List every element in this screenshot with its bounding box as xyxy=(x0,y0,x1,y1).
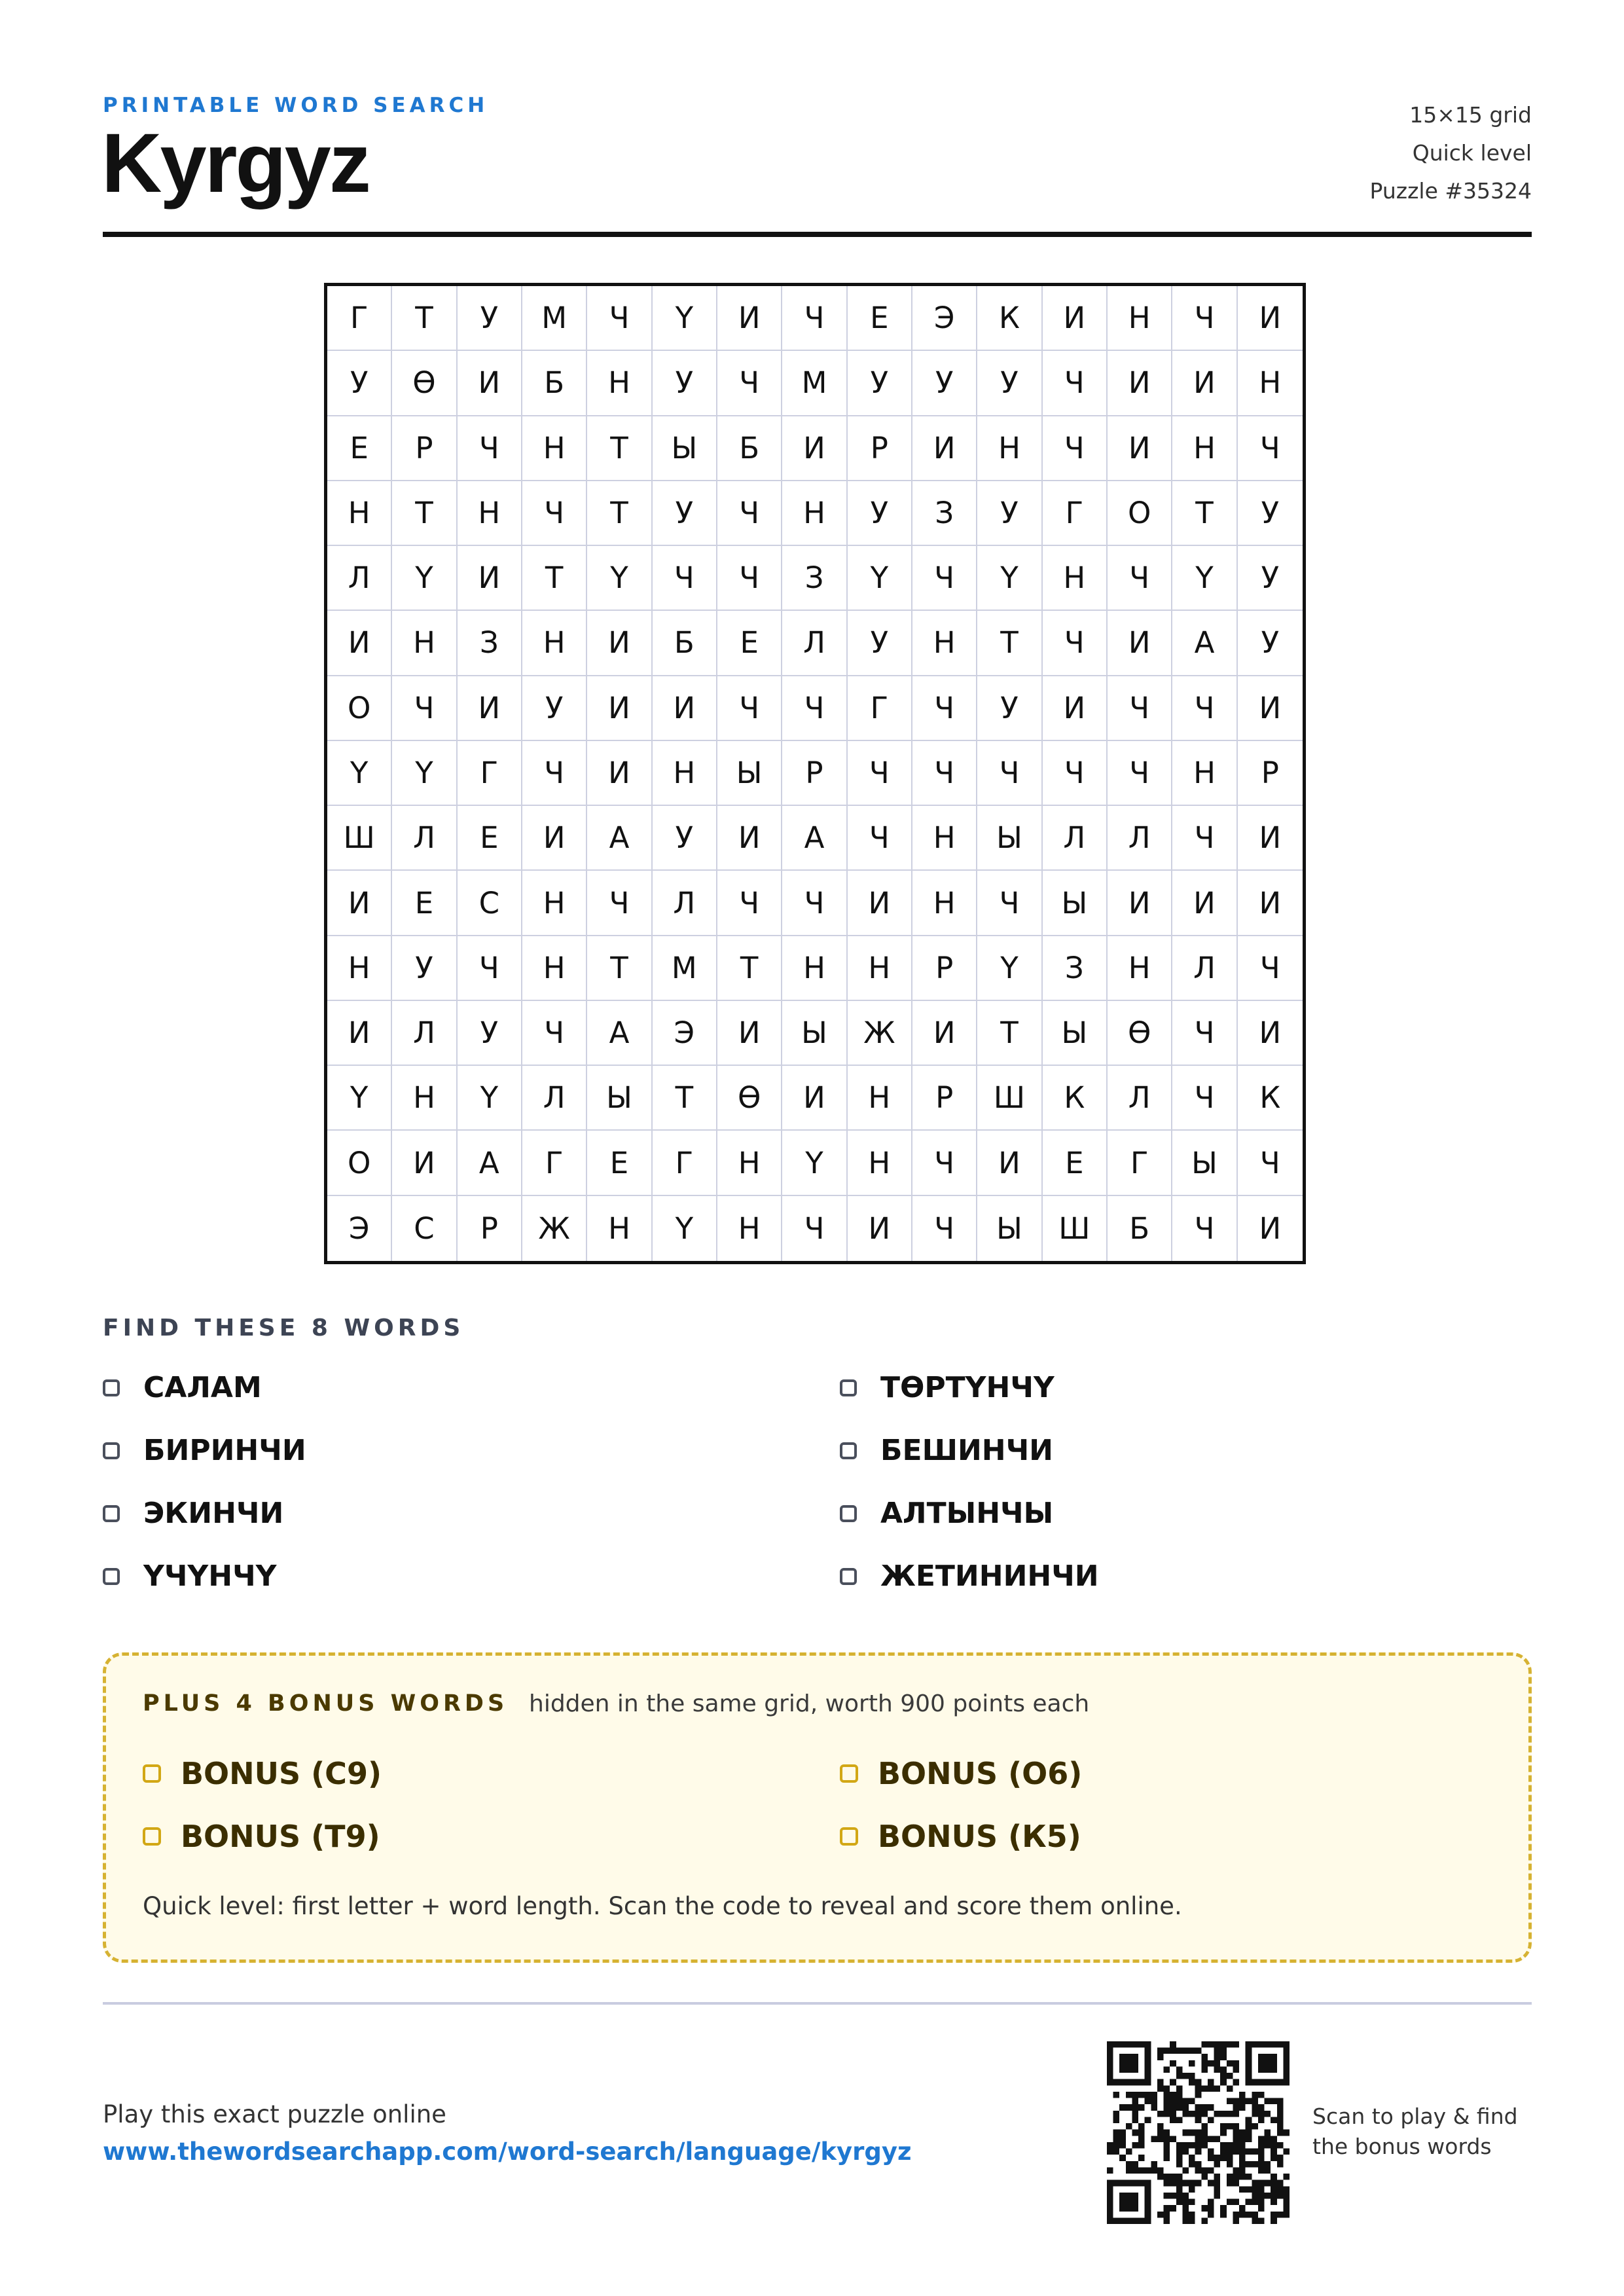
word-item[interactable] xyxy=(103,1497,283,1530)
grid-cell[interactable]: Ч xyxy=(977,871,1042,936)
grid-cell[interactable]: Н xyxy=(327,936,392,1001)
grid-cell[interactable]: Н xyxy=(912,611,977,676)
grid-cell[interactable]: У xyxy=(977,676,1042,741)
grid-cell[interactable]: Е xyxy=(392,871,457,936)
grid-cell[interactable]: Р xyxy=(782,741,847,806)
grid-cell[interactable]: Ү xyxy=(392,741,457,806)
grid-cell[interactable]: Т xyxy=(653,1066,717,1131)
grid-cell[interactable]: Ж xyxy=(522,1196,587,1261)
grid-cell[interactable]: Г xyxy=(653,1131,717,1195)
grid-cell[interactable]: Ч xyxy=(1108,741,1172,806)
grid-cell[interactable]: Е xyxy=(717,611,782,676)
grid-cell[interactable]: И xyxy=(1259,1211,1282,1246)
qr-caption-line: the bonus words xyxy=(1312,2134,1492,2159)
grid-cell[interactable]: М xyxy=(782,351,847,416)
grid-cell[interactable]: Н xyxy=(1172,741,1237,806)
grid-cell[interactable]: Н xyxy=(392,611,457,676)
puzzle-url-link[interactable]: www.thewordsearchapp.com/word-search/language/kyrgyz xyxy=(103,2138,912,2166)
grid-cell[interactable]: Л xyxy=(327,546,392,611)
grid-cell[interactable]: З xyxy=(458,611,522,676)
grid-cell[interactable]: Е xyxy=(458,806,522,871)
grid-cell[interactable]: Н xyxy=(717,1131,782,1195)
word-label: ЭКИНЧИ xyxy=(143,1497,284,1530)
qr-code-icon[interactable] xyxy=(1107,2041,1290,2224)
grid-cell[interactable]: Э xyxy=(912,286,977,351)
grid-cell[interactable]: Ч xyxy=(1172,1066,1237,1131)
grid-cell[interactable]: У xyxy=(653,351,717,416)
word-label: ТӨРТҮНЧҮ xyxy=(880,1371,1055,1404)
grid-cell[interactable]: Ч xyxy=(522,1001,587,1066)
grid-cell[interactable]: Н xyxy=(522,416,587,481)
grid-cell[interactable]: И xyxy=(458,676,522,741)
grid-cell[interactable]: Ч xyxy=(782,871,847,936)
word-item[interactable] xyxy=(103,1434,306,1467)
grid-cell[interactable]: Ү xyxy=(653,286,717,351)
grid-cell[interactable]: Б xyxy=(522,351,587,416)
grid-cell[interactable]: Ч xyxy=(1172,806,1237,871)
word-label: ЖЕТИНИНЧИ xyxy=(880,1559,1099,1593)
grid-cell[interactable]: Ч xyxy=(782,286,847,351)
grid-cell[interactable]: А xyxy=(587,806,652,871)
letter-grid xyxy=(324,283,1306,1264)
grid-cell[interactable]: Ы xyxy=(1043,1001,1108,1066)
grid-cell[interactable]: Р xyxy=(1238,741,1303,806)
grid-size-label: 15×15 grid xyxy=(1409,102,1532,128)
grid-cell[interactable]: Н xyxy=(1043,546,1108,611)
grid-cell[interactable]: Ч xyxy=(717,871,782,936)
grid-cell[interactable]: И xyxy=(1108,611,1172,676)
grid-cell[interactable]: С xyxy=(458,871,522,936)
grid-cell[interactable]: Ч xyxy=(458,936,522,1001)
grid-cell[interactable]: И xyxy=(782,1066,847,1131)
grid-cell[interactable]: Ч xyxy=(848,806,912,871)
grid-cell[interactable]: Н xyxy=(1238,351,1303,416)
grid-cell[interactable]: З xyxy=(912,481,977,546)
grid-cell[interactable]: К xyxy=(1043,1066,1108,1131)
grid-cell[interactable]: Ү xyxy=(782,1131,847,1195)
grid-cell[interactable]: И xyxy=(717,806,782,871)
word-label: БИРИНЧИ xyxy=(143,1434,306,1467)
grid-cell[interactable]: Л xyxy=(392,806,457,871)
bonus-item[interactable] xyxy=(143,1756,382,1791)
grid-cell[interactable]: Н xyxy=(912,806,977,871)
grid-cell[interactable]: У xyxy=(522,676,587,741)
grid-cell[interactable]: Г xyxy=(1043,481,1108,546)
grid-cell[interactable]: Н xyxy=(522,871,587,936)
grid-cell[interactable]: И xyxy=(782,416,847,481)
grid-cell[interactable]: А xyxy=(782,806,847,871)
grid-cell[interactable]: А xyxy=(458,1131,522,1195)
bonus-label: BONUS (О6) xyxy=(878,1756,1083,1791)
bonus-note: Quick level: first letter + word length. Scan the code to reveal and score them online. xyxy=(143,1892,1182,1920)
bonus-item[interactable] xyxy=(840,1819,1081,1854)
grid-cell[interactable]: Ш xyxy=(977,1066,1042,1131)
grid-cell[interactable]: Р xyxy=(392,416,457,481)
play-online-text: Play this exact puzzle online xyxy=(103,2100,446,2128)
grid-cell[interactable]: Ч xyxy=(782,676,847,741)
grid-cell[interactable]: Ч xyxy=(717,546,782,611)
grid-cell[interactable]: Ч xyxy=(848,741,912,806)
grid-cell[interactable]: Ү xyxy=(848,546,912,611)
grid-cell[interactable]: Е xyxy=(848,286,912,351)
grid-cell[interactable]: У xyxy=(848,481,912,546)
grid-cell[interactable]: Н xyxy=(458,481,522,546)
checkbox-icon[interactable] xyxy=(143,1764,161,1783)
checkbox-icon[interactable] xyxy=(840,1505,857,1522)
grid-cell[interactable]: Ы xyxy=(782,1001,847,1066)
grid-cell[interactable]: У xyxy=(912,351,977,416)
grid-cell[interactable]: Ч xyxy=(912,676,977,741)
grid-cell[interactable]: У xyxy=(327,351,392,416)
grid-cell[interactable]: Н xyxy=(522,936,587,1001)
grid-cell[interactable]: Ү xyxy=(392,546,457,611)
grid-cell[interactable]: У xyxy=(653,806,717,871)
header-divider xyxy=(103,232,1532,237)
grid-cell[interactable]: И xyxy=(587,741,652,806)
grid-cell[interactable]: Г xyxy=(848,676,912,741)
grid-cell[interactable]: Ч xyxy=(1238,1131,1303,1195)
grid-cell[interactable]: Р xyxy=(912,936,977,1001)
grid-cell[interactable]: И xyxy=(717,286,782,351)
grid-cell[interactable]: И xyxy=(1238,676,1303,741)
grid-cell[interactable]: И xyxy=(1238,806,1303,871)
grid-cell[interactable]: Т xyxy=(587,481,652,546)
bonus-heading: PLUS 4 BONUS WORDS xyxy=(143,1690,509,1717)
grid-cell[interactable]: Л xyxy=(1108,806,1172,871)
grid-cell[interactable]: У xyxy=(1238,546,1303,611)
qr-caption-line: Scan to play & find xyxy=(1312,2104,1518,2129)
grid-cell[interactable]: Т xyxy=(587,416,652,481)
grid-cell[interactable]: И xyxy=(848,1196,912,1261)
grid-cell[interactable]: У xyxy=(848,351,912,416)
grid-cell[interactable]: Ч xyxy=(1238,416,1303,481)
grid-cell[interactable]: И xyxy=(912,416,977,481)
grid-cell[interactable]: Н xyxy=(848,936,912,1001)
grid-cell[interactable]: Ж xyxy=(848,1001,912,1066)
grid-cell[interactable]: И xyxy=(1238,871,1303,936)
grid-cell[interactable]: И xyxy=(977,1131,1042,1195)
grid-cell[interactable]: Н xyxy=(848,1066,912,1131)
grid-cell[interactable]: Ч xyxy=(1172,286,1237,351)
grid-cell[interactable]: Р xyxy=(848,416,912,481)
grid-cell[interactable]: У xyxy=(1238,481,1303,546)
grid-cell[interactable]: А xyxy=(587,1001,652,1066)
grid-cell[interactable]: З xyxy=(782,546,847,611)
grid-cell[interactable]: М xyxy=(522,286,587,351)
grid-cell[interactable]: Б xyxy=(653,611,717,676)
grid-cell[interactable]: Ч xyxy=(717,481,782,546)
grid-cell[interactable]: У xyxy=(977,351,1042,416)
grid-cell[interactable]: И xyxy=(1172,871,1237,936)
grid-cell[interactable]: Ч xyxy=(587,871,652,936)
grid-cell[interactable]: Т xyxy=(392,481,457,546)
grid-cell[interactable]: У xyxy=(458,1001,522,1066)
grid-cell[interactable]: И xyxy=(653,676,717,741)
bonus-label: BONUS (С9) xyxy=(181,1756,382,1791)
word-label: ҮЧҮНЧҮ xyxy=(143,1559,277,1593)
grid-cell[interactable]: Н xyxy=(782,481,847,546)
grid-cell[interactable]: Ч xyxy=(1172,1001,1237,1066)
grid-cell[interactable]: Р xyxy=(458,1196,522,1261)
grid-cell[interactable]: Н xyxy=(782,936,847,1001)
grid-cell[interactable]: Т xyxy=(392,286,457,351)
bonus-subheading: hidden in the same grid, worth 900 points each xyxy=(529,1690,1090,1717)
qr-caption xyxy=(1312,2102,1535,2162)
word-item[interactable] xyxy=(103,1559,277,1593)
checkbox-icon[interactable] xyxy=(103,1379,120,1396)
grid-cell[interactable]: К xyxy=(1238,1066,1303,1131)
grid-cell[interactable]: Ч xyxy=(1108,546,1172,611)
grid-cell[interactable]: И xyxy=(912,1001,977,1066)
grid-cell[interactable]: Г xyxy=(1108,1131,1172,1195)
grid-cell[interactable]: И xyxy=(1238,1001,1303,1066)
footer-divider xyxy=(103,2002,1532,2005)
grid-cell[interactable]: Ы xyxy=(1172,1131,1237,1195)
grid-cell[interactable]: С xyxy=(392,1196,457,1261)
word-label: БЕШИНЧИ xyxy=(880,1434,1053,1467)
grid-cell[interactable]: Г xyxy=(327,286,392,351)
checkbox-icon[interactable] xyxy=(840,1379,857,1396)
grid-cell[interactable]: Ө xyxy=(392,351,457,416)
grid-cell[interactable]: Ө xyxy=(717,1066,782,1131)
grid-cell[interactable]: Ч xyxy=(717,351,782,416)
grid-cell[interactable]: Ч xyxy=(458,416,522,481)
grid-cell[interactable]: М xyxy=(653,936,717,1001)
grid-cell[interactable]: Ч xyxy=(1043,611,1108,676)
grid-cell[interactable]: Ч xyxy=(717,676,782,741)
grid-cell[interactable]: Ч xyxy=(782,1196,847,1261)
grid-cell[interactable]: И xyxy=(1108,871,1172,936)
grid-cell[interactable]: И xyxy=(327,1001,392,1066)
grid-cell[interactable]: Л xyxy=(1043,806,1108,871)
grid-cell[interactable]: Л xyxy=(782,611,847,676)
checkbox-icon[interactable] xyxy=(840,1827,858,1846)
grid-cell[interactable]: Г xyxy=(522,1131,587,1195)
puzzle-meta xyxy=(1370,96,1532,210)
grid-cell[interactable]: Н xyxy=(717,1196,782,1261)
grid-cell[interactable]: Н xyxy=(912,871,977,936)
grid-cell[interactable]: Т xyxy=(977,1001,1042,1066)
grid-cell[interactable]: Н xyxy=(392,1066,457,1131)
grid-cell[interactable]: К xyxy=(977,286,1042,351)
grid-cell[interactable]: Ч xyxy=(912,546,977,611)
grid-cell[interactable]: И xyxy=(327,611,392,676)
grid-cell[interactable]: И xyxy=(587,676,652,741)
grid-cell[interactable]: Ү xyxy=(458,1066,522,1131)
grid-cell[interactable]: Ч xyxy=(653,546,717,611)
grid-cell[interactable]: Н xyxy=(1108,936,1172,1001)
grid-cell[interactable]: З xyxy=(1043,936,1108,1001)
grid-cell[interactable]: Т xyxy=(977,611,1042,676)
word-item[interactable] xyxy=(103,1371,262,1404)
grid-cell[interactable]: Ы xyxy=(1043,871,1108,936)
grid-cell[interactable]: Б xyxy=(717,416,782,481)
grid-cell[interactable]: Е xyxy=(1043,1131,1108,1195)
grid-cell[interactable]: Ө xyxy=(1108,1001,1172,1066)
grid-cell[interactable]: У xyxy=(977,481,1042,546)
word-item[interactable] xyxy=(840,1559,1099,1593)
grid-cell[interactable]: У xyxy=(458,286,522,351)
grid-cell[interactable]: Ы xyxy=(653,416,717,481)
puzzle-id-label: Puzzle #35324 xyxy=(1369,178,1532,204)
grid-cell[interactable]: Ч xyxy=(977,741,1042,806)
grid-cell[interactable]: Т xyxy=(587,936,652,1001)
grid-cell[interactable]: Э xyxy=(327,1196,392,1261)
grid-cell[interactable]: Ы xyxy=(977,806,1042,871)
grid-cell[interactable]: Н xyxy=(1172,416,1237,481)
grid-cell[interactable]: Е xyxy=(587,1131,652,1195)
level-label: Quick level xyxy=(1412,140,1532,166)
grid-cell[interactable]: Л xyxy=(392,1001,457,1066)
word-item[interactable] xyxy=(840,1434,1053,1467)
page-title: Kyrgyz xyxy=(101,117,369,210)
grid-cell[interactable]: Ы xyxy=(587,1066,652,1131)
grid-cell[interactable]: Ы xyxy=(717,741,782,806)
grid-cell[interactable]: Н xyxy=(848,1131,912,1195)
grid-cell[interactable]: Р xyxy=(912,1066,977,1131)
checkbox-icon[interactable] xyxy=(103,1505,120,1522)
grid-cell[interactable]: Ч xyxy=(522,481,587,546)
bonus-item[interactable] xyxy=(840,1756,1082,1791)
grid-cell[interactable]: И xyxy=(327,871,392,936)
grid-cell[interactable]: Ч xyxy=(1172,1196,1237,1261)
grid-cell[interactable]: У xyxy=(392,936,457,1001)
word-label: АЛТЫНЧЫ xyxy=(880,1497,1054,1530)
grid-cell[interactable]: Н xyxy=(587,351,652,416)
grid-cell[interactable]: Н xyxy=(587,1196,652,1261)
grid-cell[interactable]: У xyxy=(848,611,912,676)
grid-cell[interactable]: Э xyxy=(653,1001,717,1066)
grid-cell[interactable]: Т xyxy=(717,936,782,1001)
eyebrow-label: PRINTABLE WORD SEARCH xyxy=(103,94,489,117)
checkbox-icon[interactable] xyxy=(840,1764,858,1783)
grid-cell[interactable]: Ү xyxy=(653,1196,717,1261)
grid-cell[interactable]: И xyxy=(1172,351,1237,416)
grid-cell[interactable]: Ч xyxy=(912,741,977,806)
bonus-label: BONUS (Т9) xyxy=(181,1819,380,1854)
grid-cell[interactable]: Ш xyxy=(327,806,392,871)
grid-cell[interactable]: Т xyxy=(522,546,587,611)
checkbox-icon[interactable] xyxy=(143,1827,161,1846)
grid-cell[interactable]: Ч xyxy=(1043,741,1108,806)
grid-cell[interactable]: И xyxy=(522,806,587,871)
grid-cell[interactable]: Н xyxy=(1108,286,1172,351)
bonus-item[interactable] xyxy=(143,1819,380,1854)
grid-cell[interactable]: И xyxy=(1108,351,1172,416)
grid-cell[interactable]: Ү xyxy=(587,546,652,611)
grid-cell[interactable]: И xyxy=(848,871,912,936)
grid-cell[interactable]: Ч xyxy=(1043,351,1108,416)
grid-cell[interactable]: Л xyxy=(653,871,717,936)
grid-cell[interactable]: Л xyxy=(1108,1066,1172,1131)
checkbox-icon[interactable] xyxy=(103,1568,120,1585)
grid-cell[interactable]: Ч xyxy=(1043,416,1108,481)
grid-cell[interactable]: Н xyxy=(327,481,392,546)
grid-cell[interactable]: Ү xyxy=(977,546,1042,611)
grid-cell[interactable]: А xyxy=(1172,611,1237,676)
grid-cell[interactable]: О xyxy=(1108,481,1172,546)
grid-cell[interactable]: Ү xyxy=(977,936,1042,1001)
grid-cell[interactable]: И xyxy=(458,546,522,611)
word-label: САЛАМ xyxy=(143,1371,262,1404)
grid-cell[interactable]: И xyxy=(717,1001,782,1066)
grid-cell[interactable]: И xyxy=(1043,676,1108,741)
grid-cell[interactable]: Ы xyxy=(977,1196,1042,1261)
checkbox-icon[interactable] xyxy=(840,1568,857,1585)
grid-cell[interactable]: И xyxy=(458,351,522,416)
word-item[interactable] xyxy=(840,1371,1055,1404)
grid-cell[interactable]: У xyxy=(653,481,717,546)
word-list-heading: FIND THESE 8 WORDS xyxy=(103,1315,465,1341)
grid-cell[interactable]: Ч xyxy=(392,676,457,741)
grid-cell[interactable]: Н xyxy=(977,416,1042,481)
grid-cell[interactable]: Ү xyxy=(327,741,392,806)
grid-cell[interactable]: Л xyxy=(1172,936,1237,1001)
grid-cell[interactable]: И xyxy=(392,1131,457,1195)
grid-cell[interactable]: Ч xyxy=(1238,936,1303,1001)
grid-cell[interactable]: И xyxy=(1238,286,1303,351)
bonus-label: BONUS (К5) xyxy=(878,1819,1081,1854)
grid-cell[interactable]: Т xyxy=(1172,481,1237,546)
word-item[interactable] xyxy=(840,1497,1053,1530)
grid-cell[interactable]: Ч xyxy=(1108,676,1172,741)
grid-cell[interactable]: Ч xyxy=(912,1196,977,1261)
grid-cell[interactable]: Ч xyxy=(912,1131,977,1195)
grid-cell[interactable]: У xyxy=(1238,611,1303,676)
grid-cell[interactable]: О xyxy=(327,676,392,741)
grid-cell[interactable]: Ш xyxy=(1043,1196,1108,1261)
checkbox-icon[interactable] xyxy=(840,1442,857,1459)
grid-cell[interactable]: Ү xyxy=(1172,546,1237,611)
grid-cell[interactable]: Ч xyxy=(1172,676,1237,741)
grid-cell[interactable]: И xyxy=(587,611,652,676)
grid-cell[interactable]: Ч xyxy=(587,286,652,351)
grid-cell[interactable]: И xyxy=(1043,286,1108,351)
grid-cell[interactable]: Н xyxy=(653,741,717,806)
grid-cell[interactable]: Н xyxy=(522,611,587,676)
grid-cell[interactable]: Г xyxy=(458,741,522,806)
grid-cell[interactable]: Б xyxy=(1108,1196,1172,1261)
grid-cell[interactable]: Ч xyxy=(522,741,587,806)
grid-cell[interactable]: Л xyxy=(522,1066,587,1131)
grid-cell[interactable]: Ү xyxy=(327,1066,392,1131)
grid-cell[interactable]: О xyxy=(327,1131,392,1195)
grid-cell[interactable]: Е xyxy=(327,416,392,481)
grid-cell[interactable]: И xyxy=(1108,416,1172,481)
checkbox-icon[interactable] xyxy=(103,1442,120,1459)
